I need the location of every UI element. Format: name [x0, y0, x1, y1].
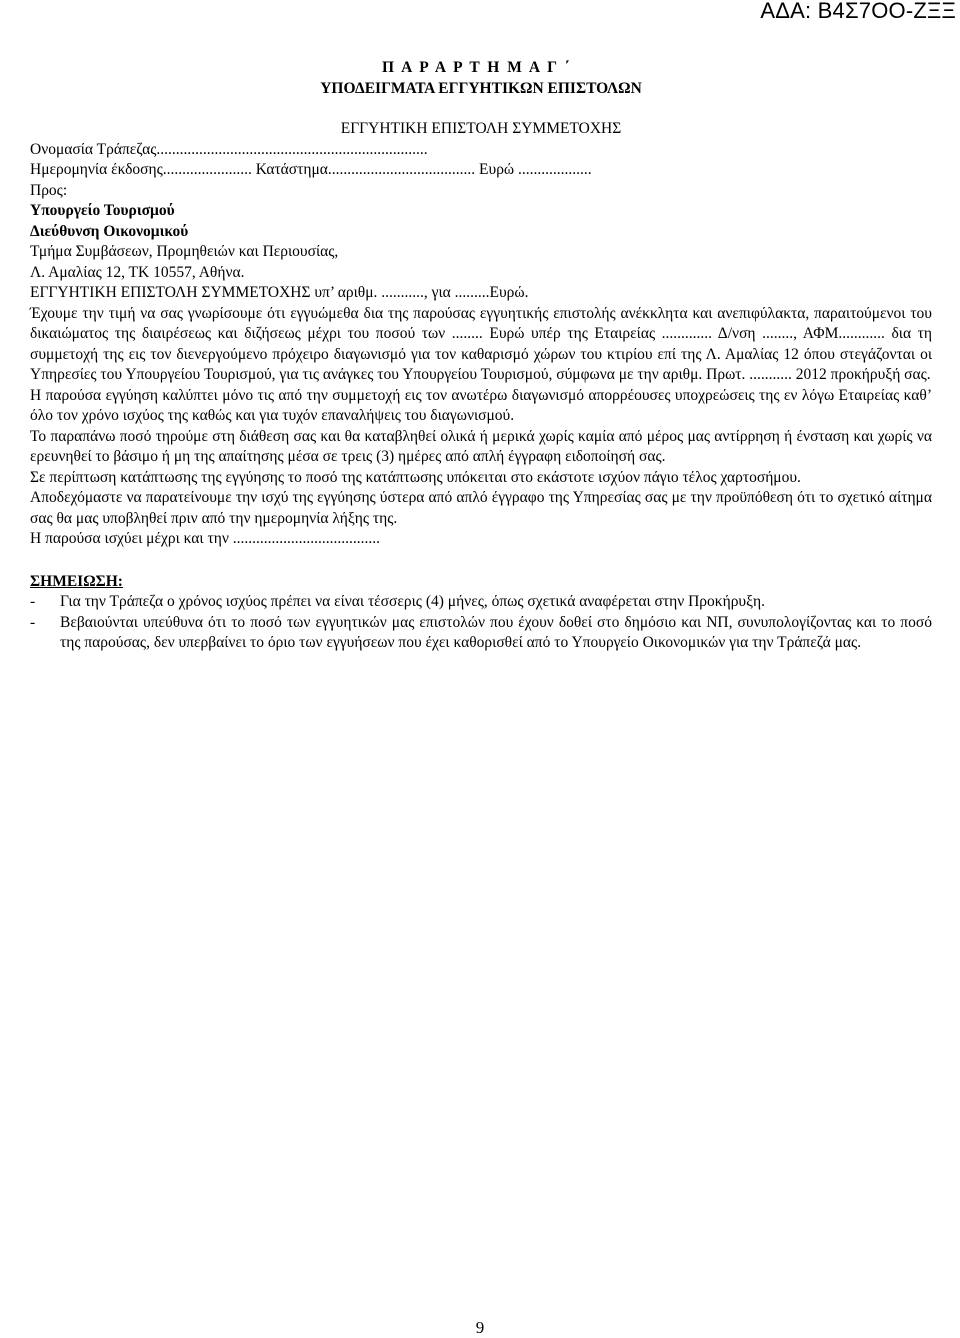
bank-name-line: Ονομασία Τράπεζας......................................................................: [30, 140, 428, 158]
document-page: [30, 58, 932, 654]
to-label: Προς:: [30, 181, 68, 199]
recipient-department: Τμήμα Συμβάσεων, Προμηθειών και Περιουσίας,: [30, 243, 339, 260]
letter-title: ΕΓΓΥΗΤΙΚΗ ΕΠΙΣΤΟΛΗ ΣΥΜΜΕΤΟΧΗΣ: [340, 120, 622, 137]
note-item-text: Βεβαιούνται υπεύθυνα ότι το ποσό των εγγυητικών μας επιστολών που έχουν δοθεί στο δημόσιο και ΝΠ, συνυπολογίζοντας και το ποσό της παρούσας, δεν υπερβαίνει το όριο των εγγυήσεων που έχει καθορισθεί από το Υπουργείο Οικονομικών για την Τράπεζά μας.: [60, 613, 932, 651]
annex-title: Π Α Ρ Α Ρ Τ Η Μ Α Γ ΄: [382, 59, 572, 76]
paragraph-extension: Αποδεχόμαστε να παρατείνουμε την ισχύ της εγγύησης ύστερα από απλό έγγραφο της Υπηρεσίας σας με την προϋπόθεση ότι το σχετικό αίτημα σας θα μας υποβληθεί πριν από την ημερομηνία λήξης της.: [30, 489, 932, 527]
note-item: [30, 613, 932, 654]
note-item-text: Για την Τράπεζα ο χρόνος ισχύος πρέπει να είναι τέσσερις (4) μήνες, όπως σχετικά αναφέρεται στην Προκήρυξη.: [60, 593, 766, 610]
page-number: 9: [475, 1318, 485, 1337]
note-list: [30, 592, 932, 654]
recipient-address: Λ. Αμαλίας 12, ΤΚ 10557, Αθήνα.: [30, 263, 245, 281]
note-title: ΣΗΜΕΙΩΣΗ:: [30, 572, 123, 590]
issue-line: Ημερομηνία έκδοσης....................... Κατάστημα...................................... Ευρώ ...................: [30, 161, 592, 178]
paragraph-guarantee: Έχουμε την τιμή να σας γνωρίσουμε ότι εγγυώμεθα δια της παρούσας εγγυητικής επιστολής ανέκκλητα και ανεπιφύλακτα, παραιτούμενοι του δικαιώματος της διαιρέσεως και διζήσεως μέχρι του ποσού των ........ Ευρώ υπέρ της Εταιρείας ............. Δ/νση ........, ΑΦΜ............ δια τη συμμετοχή της εις τον διενεργούμενο πρόχειρο διαγωνισμό για τον καθαρισμό χώρων του κτιρίου επί της Λ. Αμαλίας 12 όπου στεγάζονται οι Υπηρεσίες του Υπουργείου Τουρισμού, για τις ανάγκες του Υπουργείου Τουρισμού, σύμφωνα με την αριθμ. Πρωτ. ........... 2012 προκήρυξή σας.: [30, 304, 932, 383]
bullet-dash: -: [30, 613, 36, 631]
ada-code: ΑΔΑ: Β4Σ7ΟΟ-ΖΞΞ: [760, 0, 956, 23]
paragraph-payment: Το παραπάνω ποσό τηρούμε στη διάθεση σας και θα καταβληθεί ολικά ή μερικά χωρίς καμία από μέρος μας αντίρρηση ή ένσταση και χωρίς να ερευνηθεί το βάσιμο ή μη της απαίτησης μέσα σε τρεις (3) ημέρες από απλή έγγραφη ειδοποίησή σας.: [30, 427, 932, 465]
annex-subtitle: ΥΠΟΔΕΙΓΜΑΤΑ ΕΓΓΥΗΤΙΚΩΝ ΕΠΙΣΤΟΛΩΝ: [320, 79, 642, 97]
note-item: [30, 592, 932, 613]
letter-reference: ΕΓΓΥΗΤΙΚΗ ΕΠΙΣΤΟΛΗ ΣΥΜΜΕΤΟΧΗΣ υπ’ αριθμ. ..........., για .........Ευρώ.: [30, 284, 529, 301]
recipient-directorate: Διεύθυνση Οικονομικού: [30, 222, 189, 240]
bullet-dash: -: [30, 593, 36, 610]
recipient-ministry: Υπουργείο Τουρισμού: [30, 202, 175, 219]
paragraph-validity: Η παρούσα ισχύει μέχρι και την ......................................: [30, 530, 380, 547]
paragraph-coverage: Η παρούσα εγγύηση καλύπτει μόνο τις από την συμμετοχή εις τον ανωτέρω διαγωνισμό απορρέουσες υποχρεώσεις της εν λόγω Εταιρείας καθ’ όλο τον χρόνο ισχύος της καθώς και για τυχόν επαναλήψεις του διαγωνισμού.: [30, 386, 932, 424]
paragraph-forfeiture: Σε περίπτωση κατάπτωσης της εγγύησης το ποσό της κατάπτωσης υπόκειται στο εκάστοτε ισχύον πάγιο τέλος χαρτοσήμου.: [30, 468, 801, 486]
